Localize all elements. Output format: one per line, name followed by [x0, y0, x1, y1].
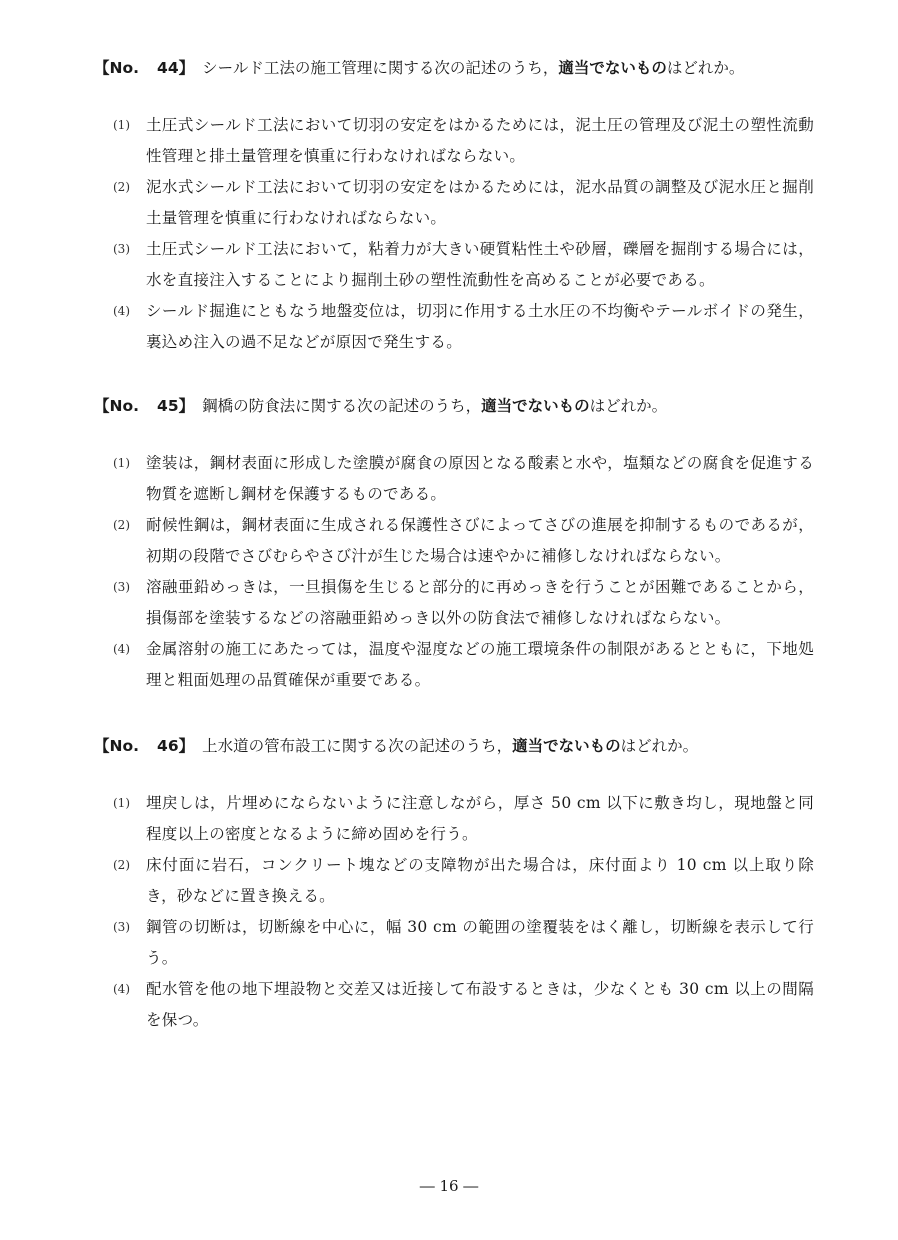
choice-number: (1)	[113, 796, 130, 810]
stem-emphasis: 適当でないもの	[481, 397, 590, 415]
choice-text: 泥水式シールド工法において切羽の安定をはかるためには，泥水品質の調整及び泥水圧と掘削土量管理を慎重に行わなければならない。	[146, 178, 814, 227]
choice-item	[94, 296, 814, 358]
stem-emphasis: 適当でないもの	[558, 59, 667, 77]
choice-number: (4)	[113, 982, 130, 996]
choice-item	[94, 912, 814, 974]
question-number: 45	[157, 397, 179, 415]
choice-item	[94, 110, 814, 172]
choice-text: シールド掘進にともなう地盤変位は，切羽に作用する土水圧の不均衡やテールボイドの発生，裏込め注入の過不足などが原因で発生する。	[146, 302, 814, 351]
choice-number: (2)	[113, 858, 130, 872]
choice-number: (1)	[113, 118, 130, 132]
choice-number: (1)	[113, 456, 130, 470]
choice-text: 土圧式シールド工法において切羽の安定をはかるためには，泥土圧の管理及び泥土の塑性流動性管理と排土量管理を慎重に行わなければならない。	[146, 116, 814, 165]
choice-text: 耐候性鋼は，鋼材表面に生成される保護性さびによってさびの進展を抑制するものであるが，初期の段階でさびむらやさび汁が生じた場合は速やかに補修しなければならない。	[146, 516, 814, 565]
choice-text: 鋼管の切断は，切断線を中心に，幅 30 cm の範囲の塗覆装をはく離し，切断線を表示して行う。	[146, 918, 814, 967]
choice-item	[94, 448, 814, 510]
choice-number: (4)	[113, 642, 130, 656]
question-header	[94, 393, 814, 419]
choice-list	[94, 110, 814, 358]
bracket-open: 【	[94, 59, 110, 77]
question-45	[94, 393, 814, 696]
choice-item	[94, 974, 814, 1036]
question-stem	[202, 59, 744, 77]
choice-item	[94, 788, 814, 850]
choice-text: 配水管を他の地下埋設物と交差又は近接して布設するときは，少なくとも 30 cm 以上の間隔を保つ。	[146, 980, 814, 1029]
bracket-close: 】	[178, 397, 195, 415]
bracket-close: 】	[178, 59, 195, 77]
choice-text: 土圧式シールド工法において，粘着力が大きい硬質粘性土や砂層，礫層を掘削する場合には，水を直接注入することにより掘削土砂の塑性流動性を高めることが必要である。	[146, 240, 814, 289]
choice-number: (3)	[113, 920, 130, 934]
choice-number: (4)	[113, 304, 130, 318]
question-number: 46	[157, 737, 179, 755]
choice-number: (3)	[113, 580, 130, 594]
question-no-label: No.	[109, 397, 140, 415]
question-number: 44	[157, 59, 179, 77]
question-header	[94, 55, 814, 81]
question-no-label: No.	[109, 59, 140, 77]
choice-list	[94, 448, 814, 696]
bracket-open: 【	[94, 397, 110, 415]
stem-emphasis: 適当でないもの	[512, 737, 621, 755]
choice-number: (3)	[113, 242, 130, 256]
page-number: ― 16 ―	[419, 1177, 479, 1195]
question-header	[94, 733, 814, 759]
choice-item	[94, 850, 814, 912]
choice-number: (2)	[113, 518, 130, 532]
question-stem	[202, 397, 667, 415]
choice-item	[94, 172, 814, 234]
choice-item	[94, 510, 814, 572]
stem-text: 上水道の管布設工に関する次の記述のうち，	[202, 737, 513, 755]
bracket-close: 】	[178, 737, 195, 755]
stem-text: シールド工法の施工管理に関する次の記述のうち，	[202, 59, 559, 77]
bracket-open: 【	[94, 737, 110, 755]
choice-text: 金属溶射の施工にあたっては，温度や湿度などの施工環境条件の制限があるとともに，下地処理と粗面処理の品質確保が重要である。	[146, 640, 814, 689]
stem-text-end: はどれか。	[666, 59, 745, 77]
choice-text: 床付面に岩石，コンクリート塊などの支障物が出た場合は，床付面より 10 cm 以上取り除き，砂などに置き換える。	[146, 856, 814, 905]
choice-list	[94, 788, 814, 1036]
choice-number: (2)	[113, 180, 130, 194]
stem-text-end: はどれか。	[589, 397, 668, 415]
choice-item	[94, 634, 814, 696]
stem-text-end: はどれか。	[620, 737, 699, 755]
question-stem	[202, 737, 698, 755]
question-44	[94, 55, 814, 358]
choice-item	[94, 572, 814, 634]
stem-text: 鋼橋の防食法に関する次の記述のうち，	[202, 397, 482, 415]
choice-text: 塗装は，鋼材表面に形成した塗膜が腐食の原因となる酸素と水や，塩類などの腐食を促進する物質を遮断し鋼材を保護するものである。	[146, 454, 814, 503]
question-46	[94, 733, 814, 1036]
choice-text: 埋戻しは，片埋めにならないように注意しながら，厚さ 50 cm 以下に敷き均し，現地盤と同程度以上の密度となるように締め固めを行う。	[146, 794, 814, 843]
choice-item	[94, 234, 814, 296]
choice-text: 溶融亜鉛めっきは，一旦損傷を生じると部分的に再めっきを行うことが困難であることから，損傷部を塗装するなどの溶融亜鉛めっき以外の防食法で補修しなければならない。	[146, 578, 814, 627]
question-no-label: No.	[109, 737, 140, 755]
